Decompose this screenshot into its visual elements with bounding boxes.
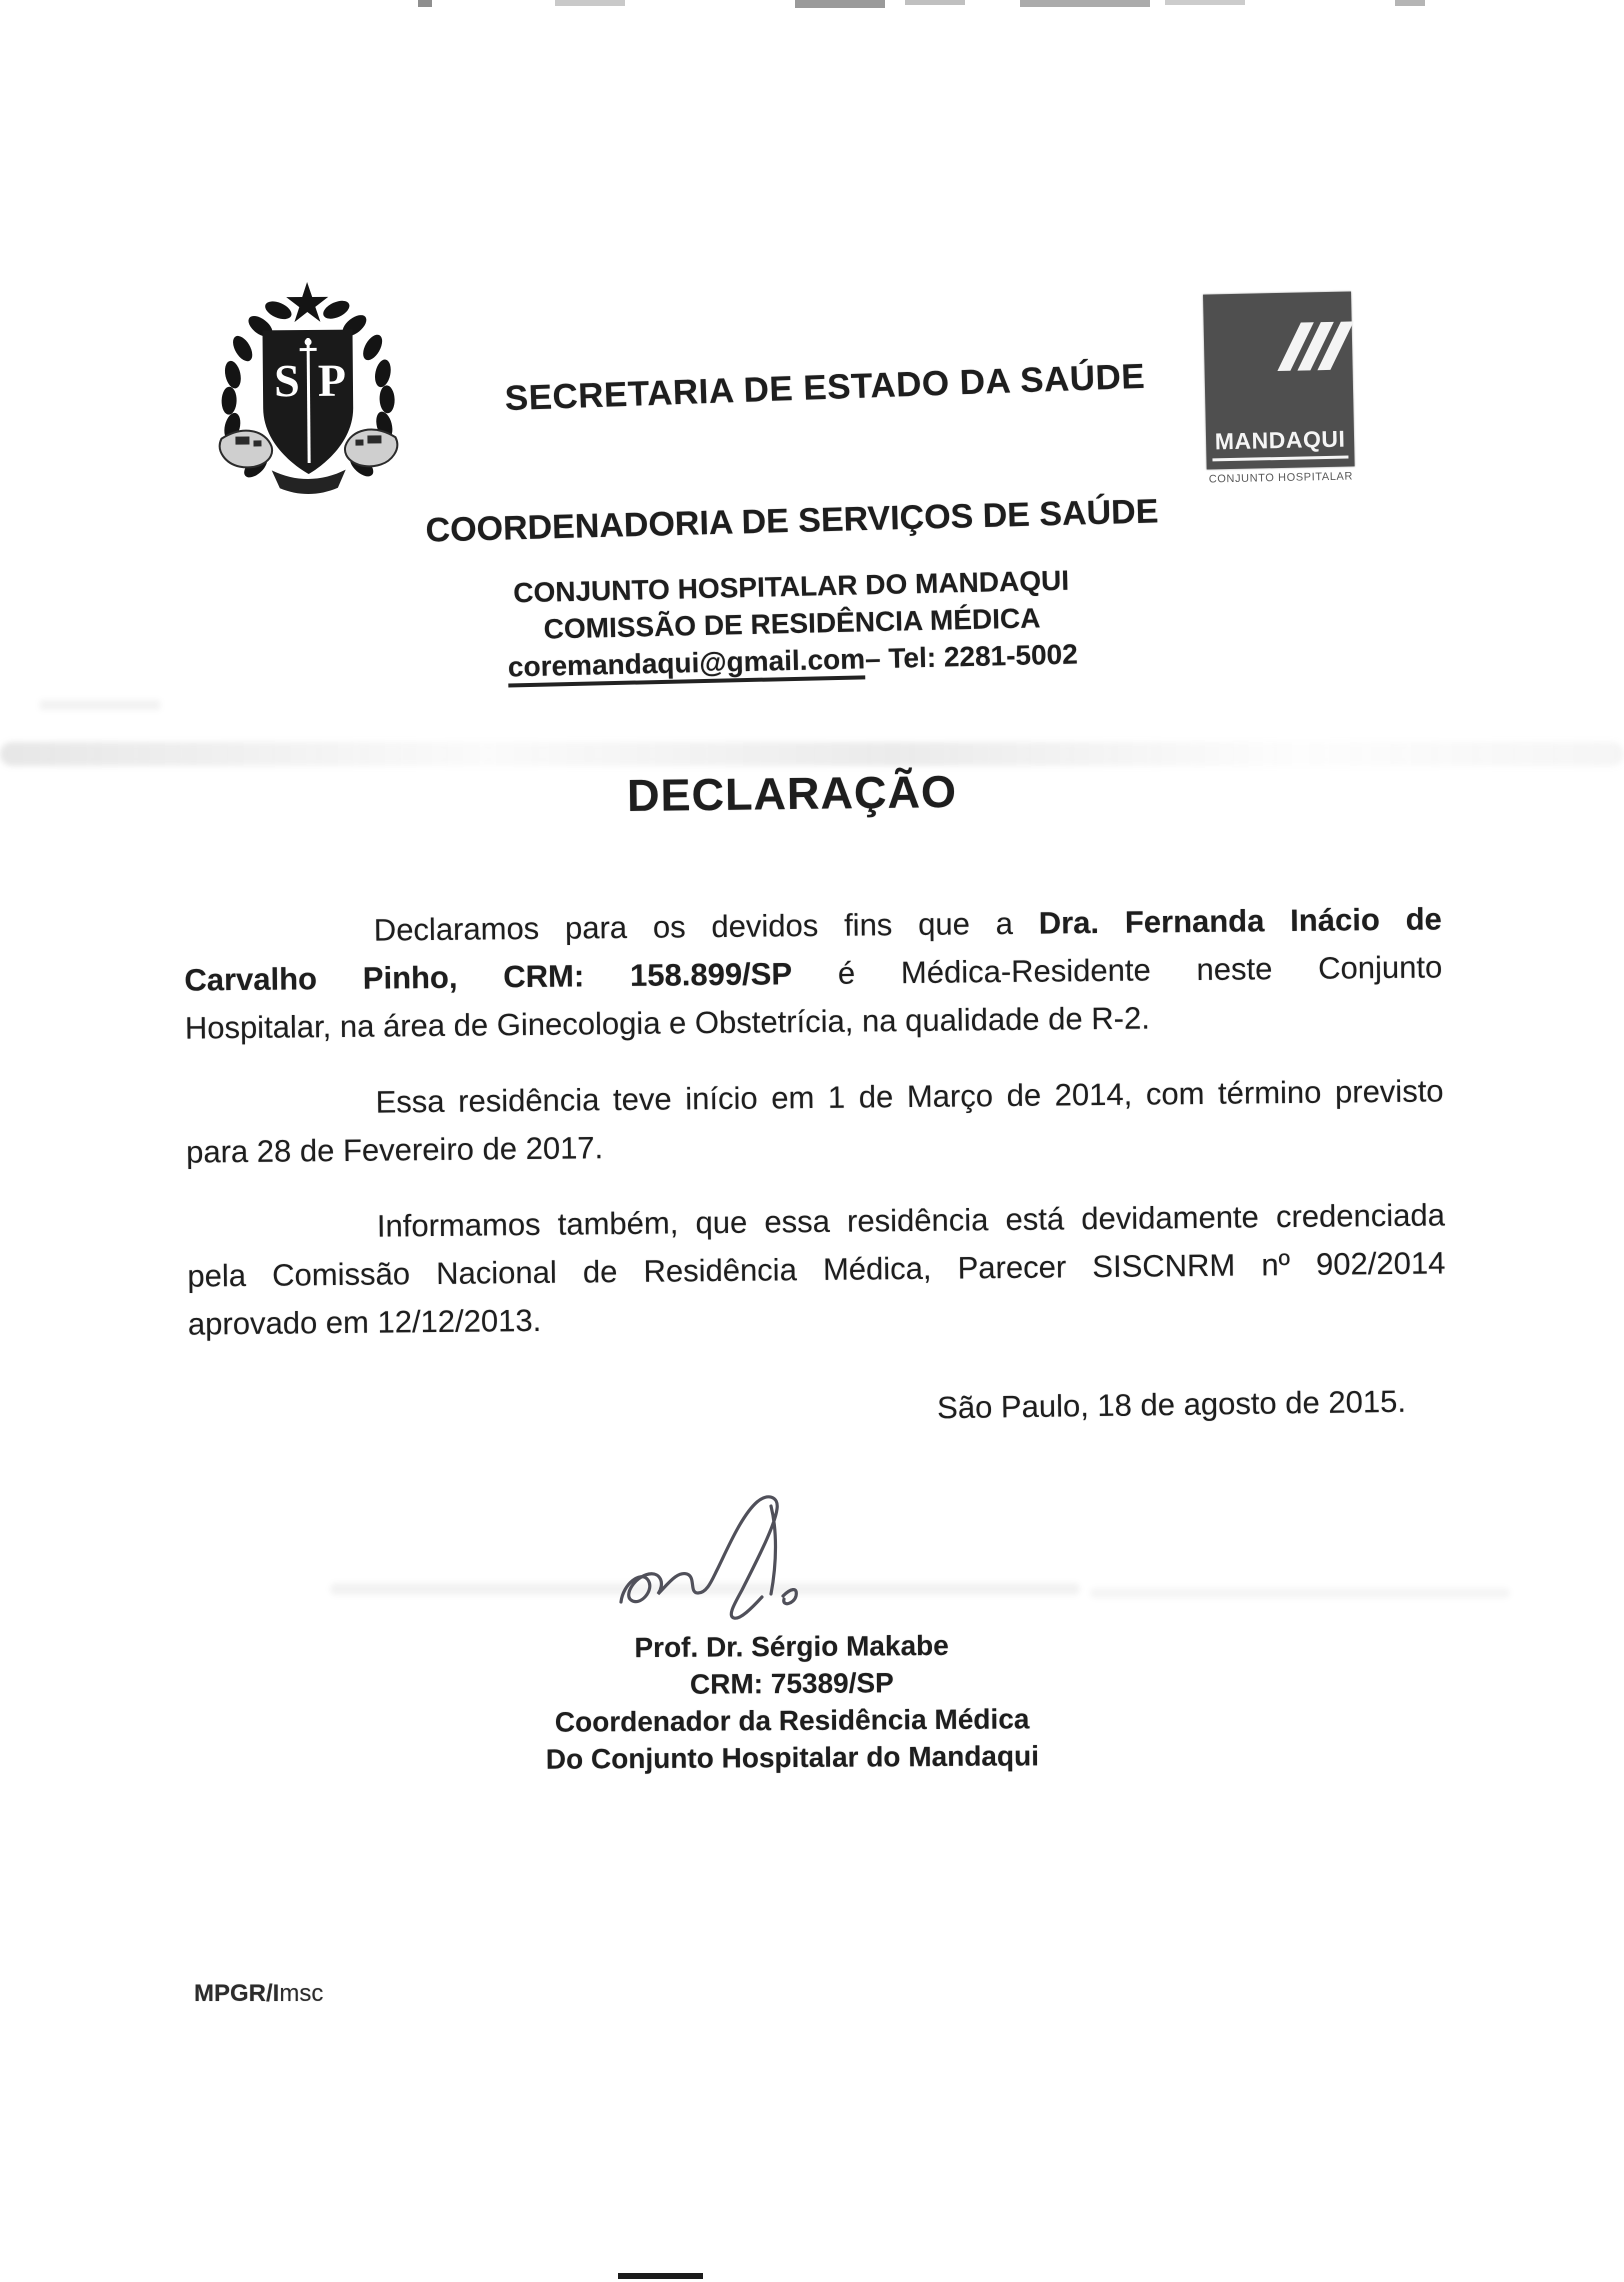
- body-line: Essa residência teve início em 1 de Março de 2014, com término previsto: [375, 1073, 1444, 1120]
- logo-underline: [1212, 456, 1348, 462]
- email-text: coremandaqui@gmail.com: [508, 643, 866, 687]
- reference-initials: [194, 1980, 323, 2008]
- document-body: [184, 895, 1447, 1376]
- scan-artifact: [555, 0, 625, 6]
- scan-artifact: [40, 700, 160, 710]
- header-comissao: COMISSÃO DE RESIDÊNCIA MÉDICA: [543, 602, 1041, 645]
- mandaqui-logo: [1203, 291, 1355, 485]
- phone-text: – Tel: 2281-5002: [864, 638, 1079, 675]
- mound-icon: [220, 430, 273, 467]
- signature-block: [0, 1622, 1584, 1781]
- body-line: Hospitalar, na área de Ginecologia e Obstetrícia, na qualidade de R-2.: [184, 1000, 1151, 1046]
- scan-artifact: [1090, 1588, 1510, 1598]
- signer-name: Prof. Dr. Sérgio Makabe: [634, 1629, 949, 1664]
- header-subblock: [0, 550, 1585, 697]
- scan-artifact: [418, 0, 432, 7]
- scan-artifact: [618, 2273, 703, 2279]
- scan-artifact: [1165, 0, 1245, 5]
- body-line: Carvalho Pinho, CRM: 158.899/SP é Médica-Residente neste Conjunto: [184, 949, 1443, 998]
- scan-artifact: [1020, 0, 1150, 7]
- reference-initials-rest: msc: [279, 1980, 324, 2007]
- scan-artifact: [795, 0, 885, 8]
- signer-role-line1: Coordenador da Residência Médica: [554, 1703, 1030, 1738]
- monogram-s: S: [273, 355, 300, 407]
- body-paragraph: [184, 895, 1443, 1052]
- body-paragraph: [185, 1067, 1444, 1176]
- document-title: DECLARAÇÃO: [626, 765, 958, 822]
- body-line: para 28 de Fevereiro de 2017.: [185, 1130, 604, 1170]
- body-line: Declaramos para os devidos fins que a Dra. Fernanda Inácio de: [373, 901, 1442, 948]
- logo-stripes-icon: [1289, 322, 1343, 371]
- body-line: Informamos também, que essa residência está devidamente credenciada: [376, 1197, 1446, 1244]
- body-line: pela Comissão Nacional de Residência Médica, Parecer SISCNRM nº 902/2014: [187, 1245, 1446, 1294]
- handwritten-signature: [605, 1490, 905, 1635]
- monogram-p: P: [317, 354, 347, 406]
- mandaqui-logo-box: [1203, 291, 1355, 469]
- mandaqui-logo-caption: CONJUNTO HOSPITALAR: [1208, 470, 1354, 486]
- signer-role-line2: Do Conjunto Hospitalar do Mandaqui: [545, 1740, 1040, 1775]
- mound-icon: [345, 429, 398, 466]
- mandaqui-logo-name: MANDAQUI: [1214, 425, 1346, 455]
- header-secretaria: SECRETARIA DE ESTADO DA SAÚDE: [504, 356, 1146, 419]
- body-paragraph: [187, 1191, 1446, 1348]
- header-coordenadoria: COORDENADORIA DE SERVIÇOS DE SAÚDE: [425, 492, 1159, 550]
- scan-artifact: [1395, 0, 1425, 6]
- header-conjunto-hospitalar: CONJUNTO HOSPITALAR DO MANDAQUI: [512, 564, 1070, 609]
- reference-initials-bold: MPGR/I: [194, 1980, 280, 2007]
- star-icon: [286, 282, 328, 322]
- body-line: aprovado em 12/12/2013.: [187, 1302, 542, 1342]
- signer-crm: CRM: 75389/SP: [689, 1667, 894, 1700]
- scan-artifact: [905, 0, 965, 5]
- date-line: São Paulo, 18 de agosto de 2015.: [936, 1383, 1407, 1426]
